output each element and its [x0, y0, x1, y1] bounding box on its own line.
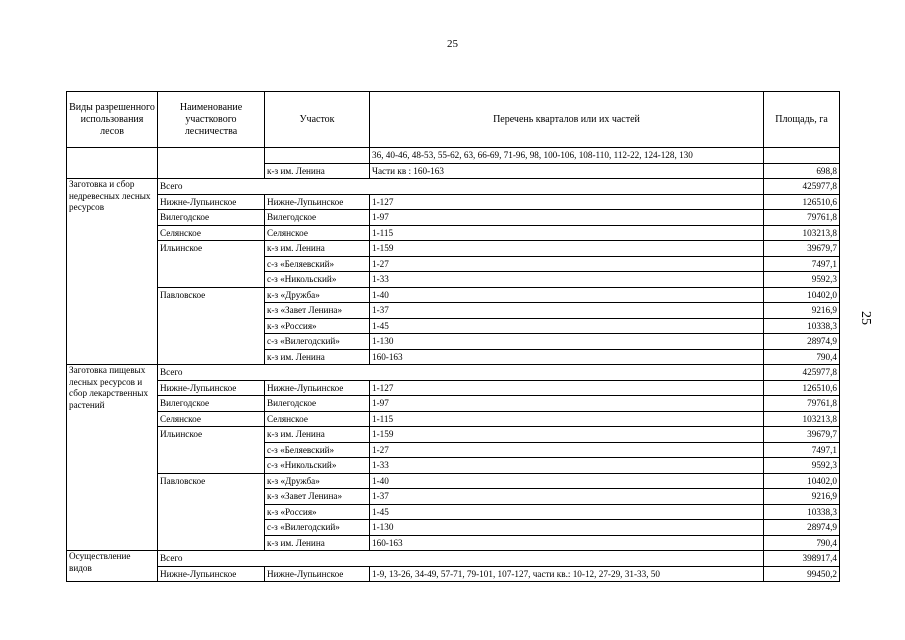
table-row — [67, 427, 840, 443]
forestry-cell: Нижне-Лупьинское — [158, 380, 265, 396]
table-row — [67, 179, 840, 195]
header-area: Площадь, га — [764, 92, 840, 148]
quarters-cell: 1-33 — [370, 272, 764, 288]
plot-cell: к-з «Завет Ленина» — [265, 303, 370, 319]
table-body — [67, 148, 840, 582]
forestry-cell: Селянское — [158, 411, 265, 427]
plot-cell: к-з «Дружба» — [265, 473, 370, 489]
plot-cell: с-з «Никольский» — [265, 458, 370, 474]
quarters-cell: 36, 40-46, 48-53, 55-62, 63, 66-69, 71-96, 98, 100-106, 108-110, 112-22, 124-128, 130 — [370, 148, 764, 164]
plot-cell: Нижне-Лупьинское — [265, 566, 370, 582]
table-row — [67, 551, 840, 567]
area-cell: 698,8 — [764, 163, 840, 179]
plot-cell: к-з им. Ленина — [265, 427, 370, 443]
table-row — [67, 241, 840, 257]
forestry-cell: Вилегодское — [158, 396, 265, 412]
quarters-cell: 1-115 — [370, 225, 764, 241]
quarters-cell: 1-45 — [370, 318, 764, 334]
area-cell: 9592,3 — [764, 458, 840, 474]
use-type-cell — [67, 148, 158, 179]
area-cell: 790,4 — [764, 535, 840, 551]
area-cell: 79761,8 — [764, 210, 840, 226]
area-cell: 7497,1 — [764, 442, 840, 458]
quarters-cell: 1-40 — [370, 287, 764, 303]
total-area-cell: 398917,4 — [764, 551, 840, 567]
plot-cell — [265, 148, 370, 164]
quarters-cell: 1-33 — [370, 458, 764, 474]
area-cell: 39679,7 — [764, 241, 840, 257]
table-row — [67, 287, 840, 303]
use-type-cell: Заготовка и сбор недревесных лесных ресурсов — [67, 179, 158, 365]
quarters-cell: 1-40 — [370, 473, 764, 489]
quarters-cell: 1-130 — [370, 520, 764, 536]
plot-cell: к-з «Завет Ленина» — [265, 489, 370, 505]
use-type-cell: Заготовка пищевых лесных ресурсов и сбор лекарственных растений — [67, 365, 158, 551]
area-cell: 28974,9 — [764, 520, 840, 536]
area-cell — [764, 148, 840, 164]
use-type-cell: Осуществление видов — [67, 551, 158, 582]
forestry-cell: Ильинское — [158, 427, 265, 474]
quarters-cell: 1-159 — [370, 241, 764, 257]
plot-cell: с-з «Никольский» — [265, 272, 370, 288]
area-cell: 39679,7 — [764, 427, 840, 443]
plot-cell: Вилегодское — [265, 210, 370, 226]
header-plot: Участок — [265, 92, 370, 148]
area-cell: 28974,9 — [764, 334, 840, 350]
plot-cell: к-з «Россия» — [265, 504, 370, 520]
header-use-type: Виды разрешенного использования лесов — [67, 92, 158, 148]
table-row — [67, 380, 840, 396]
plot-cell: с-з «Беляевский» — [265, 256, 370, 272]
table-row — [67, 396, 840, 412]
plot-cell: к-з «Россия» — [265, 318, 370, 334]
forestry-cell: Вилегодское — [158, 210, 265, 226]
plot-cell: Нижне-Лупьинское — [265, 380, 370, 396]
plot-cell: Вилегодское — [265, 396, 370, 412]
forest-use-table — [66, 91, 840, 582]
area-cell: 103213,8 — [764, 225, 840, 241]
forestry-cell: Селянское — [158, 225, 265, 241]
total-label-cell: Всего — [158, 365, 764, 381]
quarters-cell: 160-163 — [370, 535, 764, 551]
forestry-cell: Ильинское — [158, 241, 265, 288]
table-row — [67, 365, 840, 381]
quarters-cell: 1-9, 13-26, 34-49, 57-71, 79-101, 107-127, части кв.: 10-12, 27-29, 31-33, 50 — [370, 566, 764, 582]
area-cell: 10338,3 — [764, 318, 840, 334]
quarters-cell: 1-27 — [370, 256, 764, 272]
table-row — [67, 194, 840, 210]
area-cell: 790,4 — [764, 349, 840, 365]
quarters-cell: 1-37 — [370, 303, 764, 319]
area-cell: 103213,8 — [764, 411, 840, 427]
area-cell: 9216,9 — [764, 489, 840, 505]
area-cell: 10402,0 — [764, 287, 840, 303]
total-label-cell: Всего — [158, 551, 764, 567]
forestry-cell: Нижне-Лупьинское — [158, 566, 265, 582]
forestry-cell: Павловское — [158, 473, 265, 551]
table-row — [67, 210, 840, 226]
area-cell: 10402,0 — [764, 473, 840, 489]
quarters-cell: 1-37 — [370, 489, 764, 505]
plot-cell: с-з «Вилегодский» — [265, 520, 370, 536]
area-cell: 7497,1 — [764, 256, 840, 272]
plot-cell: с-з «Беляевский» — [265, 442, 370, 458]
table-row — [67, 148, 840, 164]
plot-cell: Селянское — [265, 225, 370, 241]
forestry-cell — [158, 148, 265, 179]
quarters-cell: 1-130 — [370, 334, 764, 350]
plot-cell: к-з им. Ленина — [265, 349, 370, 365]
plot-cell: Селянское — [265, 411, 370, 427]
plot-cell: к-з «Дружба» — [265, 287, 370, 303]
header-forestry: Наименование участкового лесничества — [158, 92, 265, 148]
page-number-rotated: 25 — [858, 311, 873, 325]
quarters-cell: 1-115 — [370, 411, 764, 427]
total-area-cell: 425977,8 — [764, 179, 840, 195]
table-row — [67, 566, 840, 582]
quarters-cell: Части кв : 160-163 — [370, 163, 764, 179]
quarters-cell: 160-163 — [370, 349, 764, 365]
quarters-cell: 1-97 — [370, 210, 764, 226]
area-cell: 9216,9 — [764, 303, 840, 319]
forestry-cell: Нижне-Лупьинское — [158, 194, 265, 210]
table-row — [67, 225, 840, 241]
quarters-cell: 1-45 — [370, 504, 764, 520]
forestry-cell: Павловское — [158, 287, 265, 365]
plot-cell: к-з им. Ленина — [265, 163, 370, 179]
area-cell: 99450,2 — [764, 566, 840, 582]
header-quarters: Перечень кварталов или их частей — [370, 92, 764, 148]
plot-cell: с-з «Вилегодский» — [265, 334, 370, 350]
area-cell: 126510,6 — [764, 194, 840, 210]
area-cell: 79761,8 — [764, 396, 840, 412]
total-area-cell: 425977,8 — [764, 365, 840, 381]
area-cell: 10338,3 — [764, 504, 840, 520]
area-cell: 9592,3 — [764, 272, 840, 288]
table-header-row — [67, 92, 840, 148]
area-cell: 126510,6 — [764, 380, 840, 396]
quarters-cell: 1-127 — [370, 380, 764, 396]
table-row — [67, 411, 840, 427]
plot-cell: к-з им. Ленина — [265, 241, 370, 257]
table-row — [67, 473, 840, 489]
quarters-cell: 1-127 — [370, 194, 764, 210]
page-number: 25 — [447, 38, 458, 50]
quarters-cell: 1-97 — [370, 396, 764, 412]
total-label-cell: Всего — [158, 179, 764, 195]
quarters-cell: 1-159 — [370, 427, 764, 443]
quarters-cell: 1-27 — [370, 442, 764, 458]
plot-cell: к-з им. Ленина — [265, 535, 370, 551]
plot-cell: Нижне-Лупьинское — [265, 194, 370, 210]
